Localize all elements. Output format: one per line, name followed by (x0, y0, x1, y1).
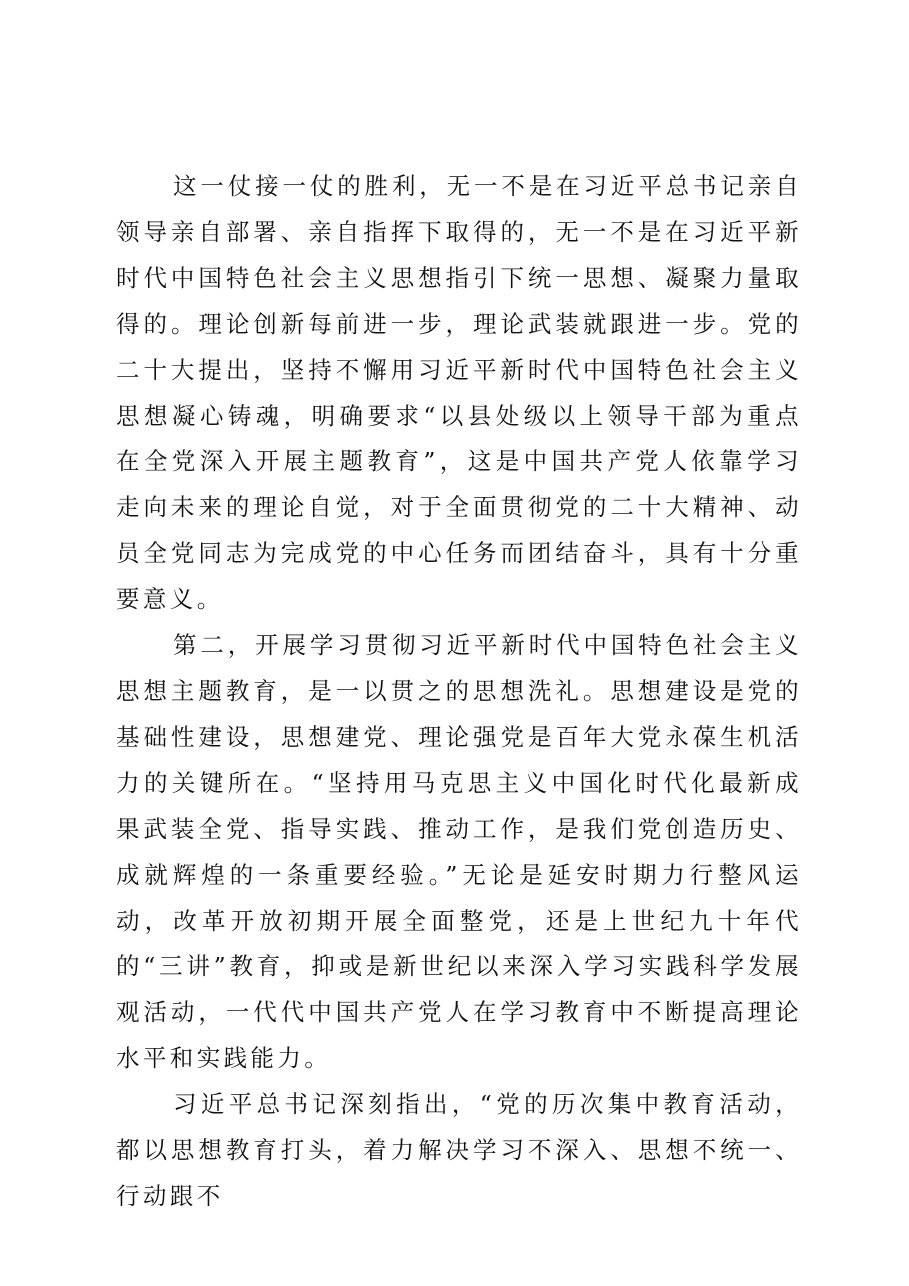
document-body (116, 164, 802, 1220)
paragraph-xi-remarks: 习近平总书记深刻指出，“党的历次集中教育活动，都以思想教育打头，着力解决学习不深入、思想不统一、行动跟不 (116, 1090, 802, 1210)
paragraph-second-point: 第二，开展学习贯彻习近平新时代中国特色社会主义思想主题教育，是一以贯之的思想洗礼。思想建设是党的基础性建设，思想建党、理论强党是百年大党永葆生机活力的关键所在。“坚持用马克思主义中国化时代化最新成果武装全党、指导实践、推动工作，是我们党创造历史、成就辉煌的一条重要经验。”无论是延安时期力行整风运动，改革开放初期开展全面整党，还是上世纪九十年代的“三讲”教育，抑或是新世纪以来深入学习实践科学发展观活动，一代代中国共产党人在学习教育中不断提高理论水平和实践能力。 (116, 631, 802, 1073)
paragraph-victory-theory: 这一仗接一仗的胜利，无一不是在习近平总书记亲自领导亲自部署、亲自指挥下取得的，无一不是在习近平新时代中国特色社会主义思想指引下统一思想、凝聚力量取得的。理论创新每前进一步，理论武装就跟进一步。党的二十大提出，坚持不懈用习近平新时代中国特色社会主义思想凝心铸魂，明确要求“以县处级以上领导干部为重点在全党深入开展主题教育”，这是中国共产党人依靠学习走向未来的理论自觉，对于全面贯彻党的二十大精神、动员全党同志为完成党的中心任务而团结奋斗，具有十分重要意义。 (116, 172, 802, 614)
